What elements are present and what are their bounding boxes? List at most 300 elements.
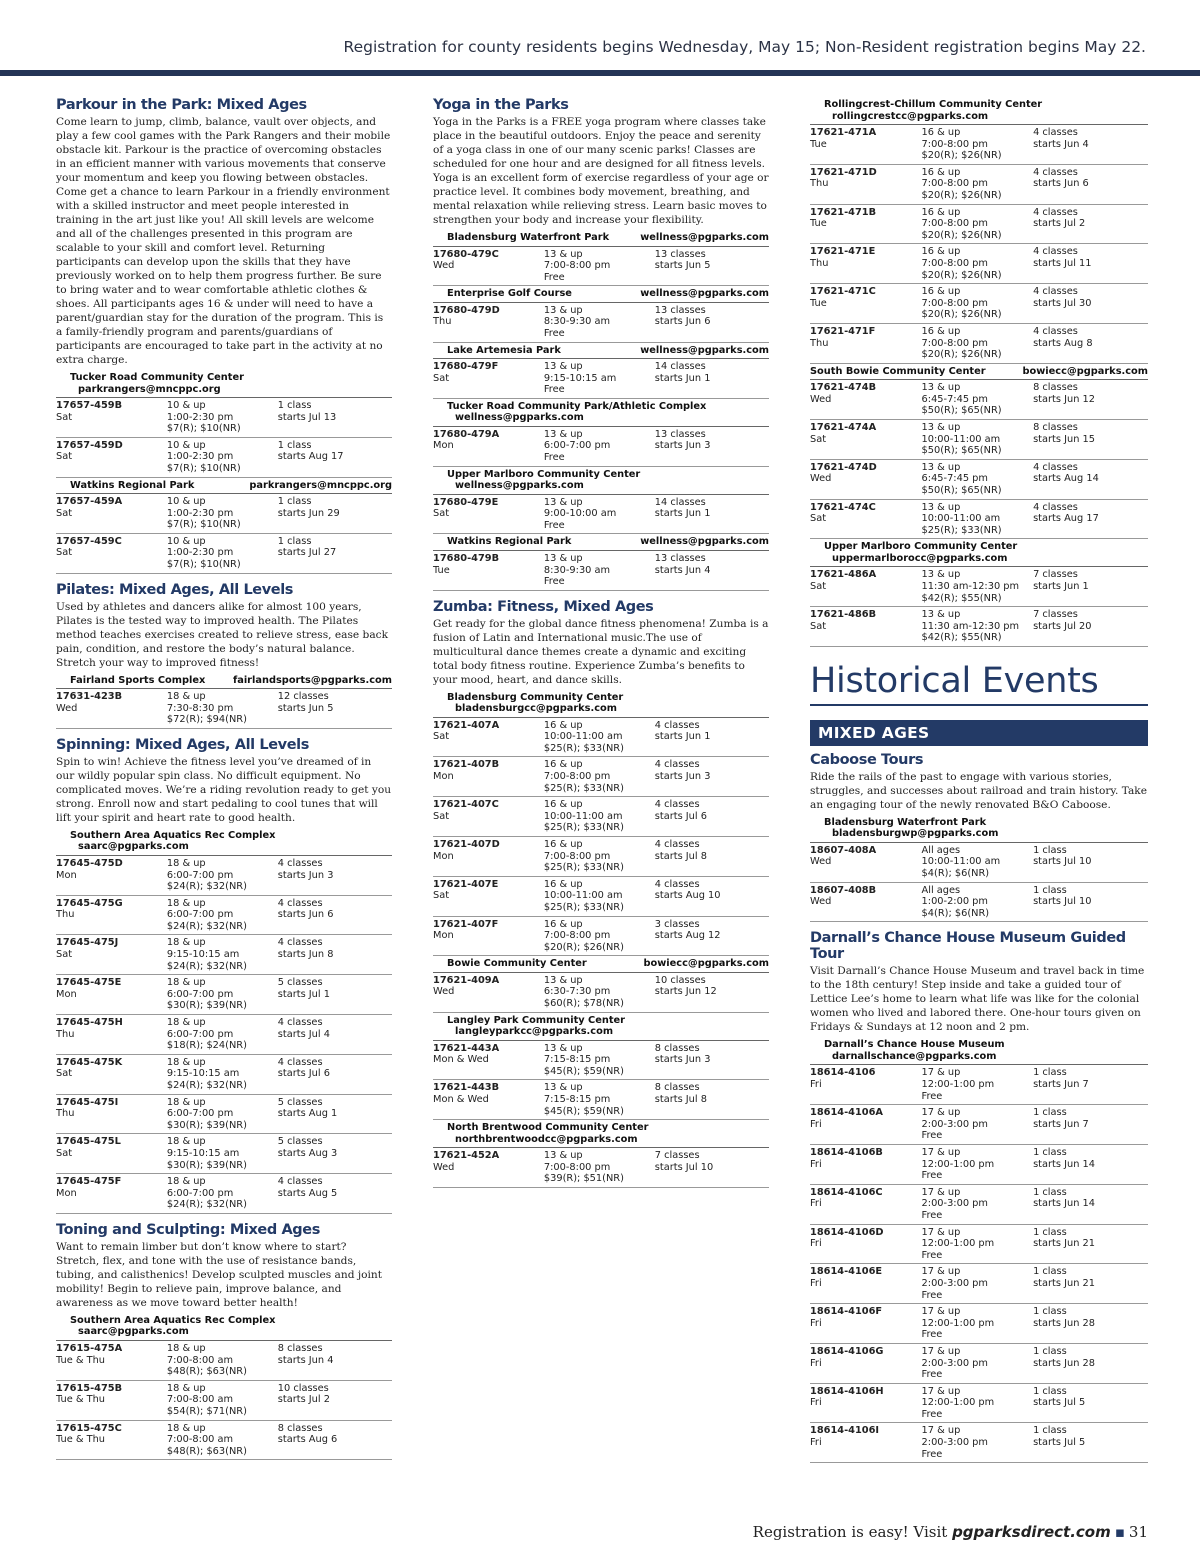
session-time: 1:00-2:30 pm	[166, 547, 234, 559]
session-row	[810, 1065, 1148, 1105]
session-fee: $20(R); $26(NR)	[543, 941, 624, 953]
header-rule	[0, 70, 1200, 76]
location-email-link[interactable]: bladensburgwp@pgparks.com	[832, 828, 999, 840]
location-email-link[interactable]: wellness@pgparks.com	[640, 536, 769, 548]
course-code: 17621-474B	[810, 382, 877, 394]
session-time: 6:00-7:00 pm	[166, 1187, 234, 1199]
session-day: Sat	[810, 513, 827, 525]
location-name: Bladensburg Waterfront Park	[824, 816, 987, 828]
session-row	[810, 380, 1148, 420]
session-day: Mon & Wed	[433, 1054, 489, 1066]
footer-url-link[interactable]: pgparksdirect.com	[952, 1523, 1111, 1541]
location-header	[810, 97, 1148, 125]
session-class-count: 1 class	[277, 400, 312, 411]
program-title: Parkour in the Park: Mixed Ages	[56, 97, 307, 113]
session-day: Sat	[56, 411, 73, 423]
session-row	[433, 303, 769, 343]
session-row	[810, 883, 1148, 923]
session-schedule-cell	[1033, 569, 1148, 604]
session-fee: Free	[543, 384, 565, 396]
session-fee: $60(R); $78(NR)	[543, 998, 624, 1010]
session-schedule-cell	[1033, 1386, 1148, 1421]
session-class-count: 4 classes	[277, 937, 323, 949]
course-code: 17621-471E	[810, 246, 876, 258]
session-age: 16 & up	[543, 799, 583, 811]
session-detail-cell	[544, 361, 655, 396]
session-age: 13 & up	[543, 974, 583, 986]
session-schedule-cell	[278, 1017, 392, 1052]
session-code-cell	[810, 1346, 922, 1381]
program-section	[56, 737, 392, 1214]
session-detail-cell	[922, 1107, 1034, 1142]
session-schedule-cell	[1033, 382, 1148, 417]
session-age: 17 & up	[921, 1345, 961, 1357]
session-detail-cell	[544, 497, 655, 532]
session-fee: $7(R); $10(NR)	[166, 423, 241, 435]
session-start-date: starts Jun 21	[1033, 1238, 1095, 1250]
session-time: 12:00-1:00 pm	[921, 1317, 995, 1329]
session-class-count: 8 classes	[654, 1042, 700, 1054]
session-age: 13 & up	[543, 1150, 583, 1162]
session-row	[810, 324, 1148, 364]
location-email-link[interactable]: wellness@pgparks.com	[455, 412, 584, 424]
session-time: 1:00-2:30 pm	[166, 451, 234, 463]
course-code: 18614-4106G	[810, 1345, 884, 1357]
location-email-link[interactable]: wellness@pgparks.com	[455, 480, 584, 492]
session-detail-cell	[167, 898, 278, 933]
program-section	[56, 97, 392, 574]
session-day: Fri	[810, 1397, 822, 1409]
session-time: 1:00-2:30 pm	[166, 411, 234, 423]
session-class-count: 4 classes	[1033, 501, 1078, 513]
session-time: 10:00-11:00 am	[543, 810, 623, 822]
historical-programs	[810, 752, 1148, 1463]
program-title: Darnall’s Chance House Museum Guided Tour	[810, 930, 1126, 963]
session-row	[433, 247, 769, 287]
location-header	[56, 673, 392, 690]
session-code-cell	[810, 1266, 922, 1301]
session-start-date: starts Jul 2	[1033, 218, 1086, 230]
location-name: Lake Artemesia Park	[447, 344, 561, 356]
session-day: Mon	[433, 850, 454, 862]
session-age: 18 & up	[166, 897, 206, 909]
program-description: Ride the rails of the past to engage with various stories, struggles, and successes about railroad and train history. Take an engaging tour of the newly renovated B&O Caboose.	[810, 770, 1147, 811]
course-code: 17621-407E	[433, 878, 499, 890]
session-age: 17 & up	[921, 1067, 961, 1079]
session-fee: $54(R); $71(NR)	[166, 1405, 247, 1417]
session-schedule-cell	[655, 1150, 769, 1185]
session-fee: $20(R); $26(NR)	[921, 269, 1002, 281]
location-email-link[interactable]: darnallschance@pgparks.com	[832, 1050, 997, 1062]
session-class-count: 4 classes	[654, 799, 700, 811]
session-schedule-cell	[655, 919, 769, 954]
session-day: Sat	[56, 507, 73, 519]
session-time: 9:00-10:00 am	[543, 508, 617, 520]
session-row	[56, 398, 392, 438]
session-detail-cell	[544, 759, 655, 794]
session-age: 13 & up	[921, 461, 961, 473]
session-time: 2:00-3:00 pm	[921, 1118, 988, 1130]
course-code: 17615-475B	[56, 1382, 123, 1394]
session-start-date: starts Jun 28	[1033, 1317, 1095, 1329]
session-code-cell	[810, 1067, 922, 1102]
session-day: Fri	[810, 1238, 822, 1250]
session-row	[810, 1344, 1148, 1384]
session-age: 17 & up	[921, 1385, 961, 1397]
session-detail-cell	[544, 429, 655, 464]
session-day: Tue	[810, 218, 827, 230]
session-class-count: 4 classes	[654, 878, 700, 890]
session-class-count: 1 class	[1033, 1425, 1067, 1437]
location-email-link[interactable]: rollingcrestcc@pgparks.com	[832, 110, 989, 122]
session-fee: $4(R); $6(NR)	[921, 907, 990, 919]
session-class-count: 7 classes	[1033, 569, 1078, 581]
session-class-count: 4 classes	[277, 1017, 323, 1029]
location-header	[433, 1013, 769, 1041]
session-detail-cell	[167, 1176, 278, 1211]
location-header	[433, 286, 769, 303]
course-code: 17621-471F	[810, 325, 876, 337]
session-age: 16 & up	[921, 246, 961, 258]
course-code: 18614-4106F	[810, 1306, 883, 1318]
session-time: 8:30-9:30 am	[543, 316, 611, 328]
location-email-link[interactable]: parkrangers@mncppc.org	[249, 479, 392, 491]
column-middle	[433, 97, 769, 1196]
session-detail-cell	[922, 1147, 1034, 1182]
program-section	[810, 930, 1148, 1463]
session-start-date: starts Jun 1	[654, 731, 711, 743]
location-email-link[interactable]: saarc@pgparks.com	[78, 1326, 189, 1338]
session-start-date: starts Jun 6	[1033, 178, 1089, 190]
course-code: 17645-475D	[56, 857, 123, 869]
course-code: 17680-479E	[433, 496, 499, 508]
session-fee: Free	[921, 1408, 943, 1420]
session-code-cell	[810, 502, 922, 537]
program-title: Toning and Sculpting: Mixed Ages	[56, 1221, 320, 1238]
session-code-cell	[810, 167, 922, 202]
session-class-count: 12 classes	[277, 691, 329, 703]
session-start-date: starts Jun 1	[654, 508, 711, 520]
session-fee: $30(R); $39(NR)	[166, 1000, 247, 1012]
session-start-date: starts Jul 4	[277, 1028, 330, 1040]
session-schedule-cell	[1033, 462, 1148, 497]
session-day: Fri	[810, 1079, 822, 1091]
session-fee: $20(R); $26(NR)	[921, 349, 1002, 361]
session-schedule-cell	[1033, 502, 1148, 537]
course-code: 17645-475J	[56, 937, 119, 949]
session-detail-cell	[922, 1067, 1034, 1102]
session-time: 7:00-8:00 pm	[921, 297, 988, 309]
session-start-date: starts Jun 4	[654, 564, 711, 576]
session-row	[810, 843, 1148, 883]
course-code: 17621-407F	[433, 918, 499, 930]
session-detail-cell	[922, 569, 1034, 604]
session-code-cell	[810, 1386, 922, 1421]
session-code-cell	[433, 361, 544, 396]
course-code: 17680-479D	[433, 304, 500, 316]
location-header	[433, 956, 769, 973]
location-name: South Bowie Community Center	[810, 365, 986, 377]
location-name: Watkins Regional Park	[447, 536, 572, 548]
session-day: Sat	[56, 1068, 73, 1080]
session-row	[433, 1148, 769, 1188]
session-day: Wed	[433, 986, 455, 998]
session-row	[433, 427, 769, 467]
location-email-link[interactable]: wellness@pgparks.com	[640, 288, 769, 300]
session-row	[56, 438, 392, 478]
session-age: 17 & up	[921, 1226, 961, 1238]
session-schedule-cell	[655, 720, 769, 755]
session-time: 9:15-10:15 am	[166, 949, 240, 961]
session-day: Thu	[56, 909, 75, 921]
session-start-date: starts Jul 13	[277, 411, 337, 423]
session-time: 9:15-10:15 am	[166, 1147, 240, 1159]
location-email-link[interactable]: wellness@pgparks.com	[640, 232, 769, 243]
session-row	[433, 359, 769, 399]
session-code-cell	[810, 885, 922, 920]
session-time: 12:00-1:00 pm	[921, 1158, 995, 1170]
session-schedule-cell	[1033, 326, 1148, 361]
session-code-cell	[810, 569, 922, 604]
course-code: 17621-407C	[433, 799, 499, 811]
session-start-date: starts Jul 30	[1033, 297, 1092, 309]
session-day: Sat	[433, 508, 450, 520]
session-day: Sat	[433, 731, 450, 743]
session-fee: $24(R); $32(NR)	[166, 1080, 247, 1091]
session-class-count: 8 classes	[1033, 421, 1078, 433]
footer-separator: ▪	[1114, 1523, 1125, 1541]
session-start-date: starts Jul 10	[654, 1161, 714, 1173]
session-code-cell	[433, 919, 544, 954]
session-row	[810, 1304, 1148, 1344]
location-email-link[interactable]: langleyparkcc@pgparks.com	[455, 1026, 614, 1038]
course-code: 17645-475H	[56, 1017, 123, 1029]
session-schedule-cell	[655, 249, 769, 284]
course-code: 18614-4106C	[810, 1186, 883, 1198]
session-start-date: starts Aug 17	[1033, 513, 1099, 525]
program-section	[433, 599, 769, 1188]
session-schedule-cell	[278, 1057, 392, 1092]
session-start-date: starts Jun 5	[654, 260, 711, 272]
location-email-link[interactable]: parkrangers@mncppc.org	[78, 383, 221, 395]
program-description: Want to remain limber but don’t know where to start? Stretch, flex, and tone with the use of resistance bands, tubing, and calisthenics! Develop sculpted muscles and joint mobility! Begin to relieve pain, improve balance, and awareness as we move toward better health!	[56, 1240, 382, 1309]
session-schedule-cell	[1033, 1067, 1148, 1102]
session-time: 2:00-3:00 pm	[921, 1437, 988, 1449]
session-time: 7:00-8:00 pm	[543, 930, 611, 942]
session-fee: $7(R); $10(NR)	[166, 519, 241, 531]
session-code-cell	[810, 127, 922, 162]
location-email-link[interactable]: saarc@pgparks.com	[78, 841, 189, 853]
session-class-count: 1 class	[1033, 1186, 1067, 1198]
session-start-date: starts Jun 12	[654, 986, 717, 998]
session-detail-cell	[922, 246, 1034, 281]
session-day: Wed	[810, 393, 832, 405]
session-start-date: starts Jun 3	[654, 1054, 711, 1066]
session-class-count: 1 class	[1033, 1266, 1067, 1278]
session-code-cell	[433, 720, 544, 755]
session-code-cell	[810, 462, 922, 497]
session-detail-cell	[544, 839, 655, 874]
session-row	[810, 460, 1148, 500]
session-start-date: starts Jun 8	[277, 949, 334, 961]
session-row	[56, 1341, 392, 1381]
location-email-link[interactable]: fairlandsports@pgparks.com	[232, 674, 392, 686]
page-footer	[753, 1523, 1148, 1541]
session-time: 12:00-1:00 pm	[921, 1238, 995, 1250]
session-code-cell	[810, 845, 922, 880]
location-header	[56, 370, 392, 398]
session-start-date: starts Jun 3	[654, 440, 711, 452]
session-code-cell	[433, 1082, 544, 1117]
session-start-date: starts Aug 10	[654, 890, 721, 902]
location-email-link[interactable]: uppermarlborocc@pgparks.com	[832, 552, 1008, 564]
course-code: 18614-4106H	[810, 1385, 884, 1397]
session-schedule-cell	[278, 858, 392, 893]
session-day: Wed	[433, 260, 455, 272]
session-day: Wed	[433, 1161, 455, 1173]
session-class-count: 8 classes	[654, 1082, 700, 1094]
session-age: 13 & up	[543, 361, 583, 373]
session-start-date: starts Jul 2	[277, 1394, 330, 1406]
session-age: 16 & up	[543, 878, 583, 890]
session-day: Sat	[56, 451, 73, 463]
session-day: Wed	[810, 896, 832, 908]
session-start-date: starts Jun 4	[1033, 138, 1089, 150]
session-row	[810, 1264, 1148, 1304]
session-row	[433, 1080, 769, 1120]
session-row	[56, 975, 392, 1015]
session-class-count: 14 classes	[654, 496, 706, 508]
session-detail-cell	[167, 858, 278, 893]
session-age: 17 & up	[921, 1266, 961, 1278]
session-detail-cell	[922, 1187, 1034, 1222]
course-code: 17621-452A	[433, 1150, 500, 1162]
course-code: 18607-408A	[810, 844, 877, 856]
session-code-cell	[810, 1227, 922, 1262]
session-fee: Free	[921, 1130, 943, 1142]
location-email-link[interactable]: northbrentwoodcc@pgparks.com	[455, 1133, 638, 1145]
session-schedule-cell	[1033, 609, 1148, 644]
program-description: Spin to win! Achieve the fitness level you’ve dreamed of in our wildly popular spin class. No difficult equipment. No complicated moves. We’re a riding revolution ready to get you strong. Enroll now and start pedaling to cool tunes that will lift your spirit and heart rate to good health.	[56, 755, 392, 824]
session-start-date: starts Aug 14	[1033, 473, 1099, 485]
course-code: 17645-475L	[56, 1136, 121, 1148]
session-class-count: 4 classes	[654, 839, 700, 851]
session-row	[56, 896, 392, 936]
session-row	[810, 1225, 1148, 1265]
session-fee: Free	[921, 1329, 943, 1341]
session-start-date: starts Jun 5	[277, 702, 334, 714]
location-name: Watkins Regional Park	[70, 479, 195, 491]
course-code: 18607-408B	[810, 884, 877, 896]
session-schedule-cell	[1033, 1147, 1148, 1182]
session-schedule-cell	[1033, 167, 1148, 202]
session-schedule-cell	[1033, 246, 1148, 281]
session-day: Tue	[810, 138, 827, 150]
location-email-link[interactable]: bowiecc@pgparks.com	[643, 958, 769, 970]
program-description: Get ready for the global dance fitness phenomena! Zumba is a fusion of Latin and International music.The use of multicultural dance themes create a dynamic and exciting total body fitness routine. Experience Zumba’s benefits to your mood, heart, and dance skills.	[433, 617, 769, 686]
session-day: Sat	[433, 890, 450, 902]
session-class-count: 4 classes	[277, 857, 323, 869]
session-code-cell	[810, 1187, 922, 1222]
session-day: Wed	[810, 473, 832, 485]
course-code: 17621-471A	[810, 127, 877, 138]
location-email-link[interactable]: wellness@pgparks.com	[640, 344, 769, 356]
program-description: Come learn to jump, climb, balance, vault over objects, and play a few cool games with the Park Rangers and their mobile obstacle kit. Parkour is the practice of overcoming obstacles in an efficient manner with various movements that conserve your momentum and keep you flowing between obstacles. Come get a chance to learn Parkour in a friendly environment with a skilled instructor and meet people interested in training in the art just like you! All skill levels are welcome and all of the challenges presented in this program are scalable to your skill and comfort level. Returning participants can develop upon the skills that they have previously worked on to help them progress further. Be sure to bring water and to wear comfortable athletic clothes & shoes. All participants ages 16 & under will need to have a parent/guardian stay for the duration of the program. This is a family-friendly program and parents/guardians of participants are encouraged to take part in the activity at no extra charge.	[56, 116, 391, 366]
location-name: Bladensburg Waterfront Park	[447, 232, 610, 243]
session-code-cell	[810, 286, 922, 321]
location-header	[433, 399, 769, 427]
session-class-count: 4 classes	[1033, 286, 1078, 298]
location-email-link[interactable]: bowiecc@pgparks.com	[1022, 365, 1148, 377]
location-header	[433, 534, 769, 551]
session-schedule-cell	[278, 898, 392, 933]
session-start-date: starts Jun 6	[277, 909, 334, 921]
session-day: Mon	[433, 930, 454, 942]
program-title: Pilates: Mixed Ages, All Levels	[56, 581, 294, 598]
session-fee: $48(R); $63(NR)	[166, 1366, 247, 1378]
session-day: Fri	[810, 1118, 822, 1130]
session-age: 13 & up	[543, 496, 583, 508]
session-code-cell	[56, 400, 167, 435]
session-age: 13 & up	[921, 421, 961, 433]
session-day: Fri	[810, 1357, 822, 1369]
session-start-date: starts Jun 1	[654, 372, 711, 384]
session-class-count: 7 classes	[1033, 609, 1078, 621]
location-header	[433, 467, 769, 495]
session-day: Sat	[433, 372, 450, 384]
session-day: Mon	[56, 1187, 77, 1199]
program-title: Spinning: Mixed Ages, All Levels	[56, 736, 309, 753]
program-title: Zumba: Fitness, Mixed Ages	[433, 598, 654, 615]
session-schedule-cell	[655, 799, 769, 834]
session-time: 7:30-8:30 pm	[166, 702, 234, 714]
session-day: Tue	[810, 297, 827, 309]
session-fee: $24(R); $32(NR)	[166, 920, 247, 932]
session-fee: $20(R); $26(NR)	[921, 189, 1002, 201]
session-class-count: 4 classes	[1033, 246, 1078, 258]
session-class-count: 1 class	[1033, 844, 1067, 856]
session-schedule-cell	[1033, 845, 1148, 880]
session-fee: Free	[921, 1170, 943, 1182]
session-code-cell	[433, 879, 544, 914]
session-row	[433, 973, 769, 1013]
session-time: 6:00-7:00 pm	[543, 440, 611, 452]
session-time: 7:00-8:00 am	[166, 1434, 234, 1446]
session-age: 16 & up	[921, 286, 961, 298]
session-detail-cell	[167, 440, 278, 475]
session-start-date: starts Aug 17	[277, 451, 344, 463]
session-day: Mon	[56, 869, 77, 881]
session-schedule-cell	[278, 440, 392, 475]
session-schedule-cell	[1033, 1107, 1148, 1142]
session-code-cell	[433, 305, 544, 340]
session-detail-cell	[922, 1227, 1034, 1262]
session-time: 7:15-8:15 pm	[543, 1094, 611, 1106]
location-email-link[interactable]: bladensburgcc@pgparks.com	[455, 703, 617, 715]
mixed-ages-band: MIXED AGES	[810, 720, 1148, 746]
session-detail-cell	[922, 326, 1034, 361]
session-detail-cell	[922, 1425, 1034, 1460]
session-code-cell	[810, 1147, 922, 1182]
program-section	[810, 752, 1148, 923]
course-code: 17680-479C	[433, 248, 499, 260]
session-class-count: 3 classes	[654, 918, 700, 930]
session-detail-cell	[167, 1136, 278, 1171]
session-schedule-cell	[1033, 1227, 1148, 1262]
session-fee: Free	[543, 452, 565, 464]
session-fee: $39(R); $51(NR)	[543, 1173, 624, 1185]
session-start-date: starts Jun 3	[277, 869, 334, 881]
